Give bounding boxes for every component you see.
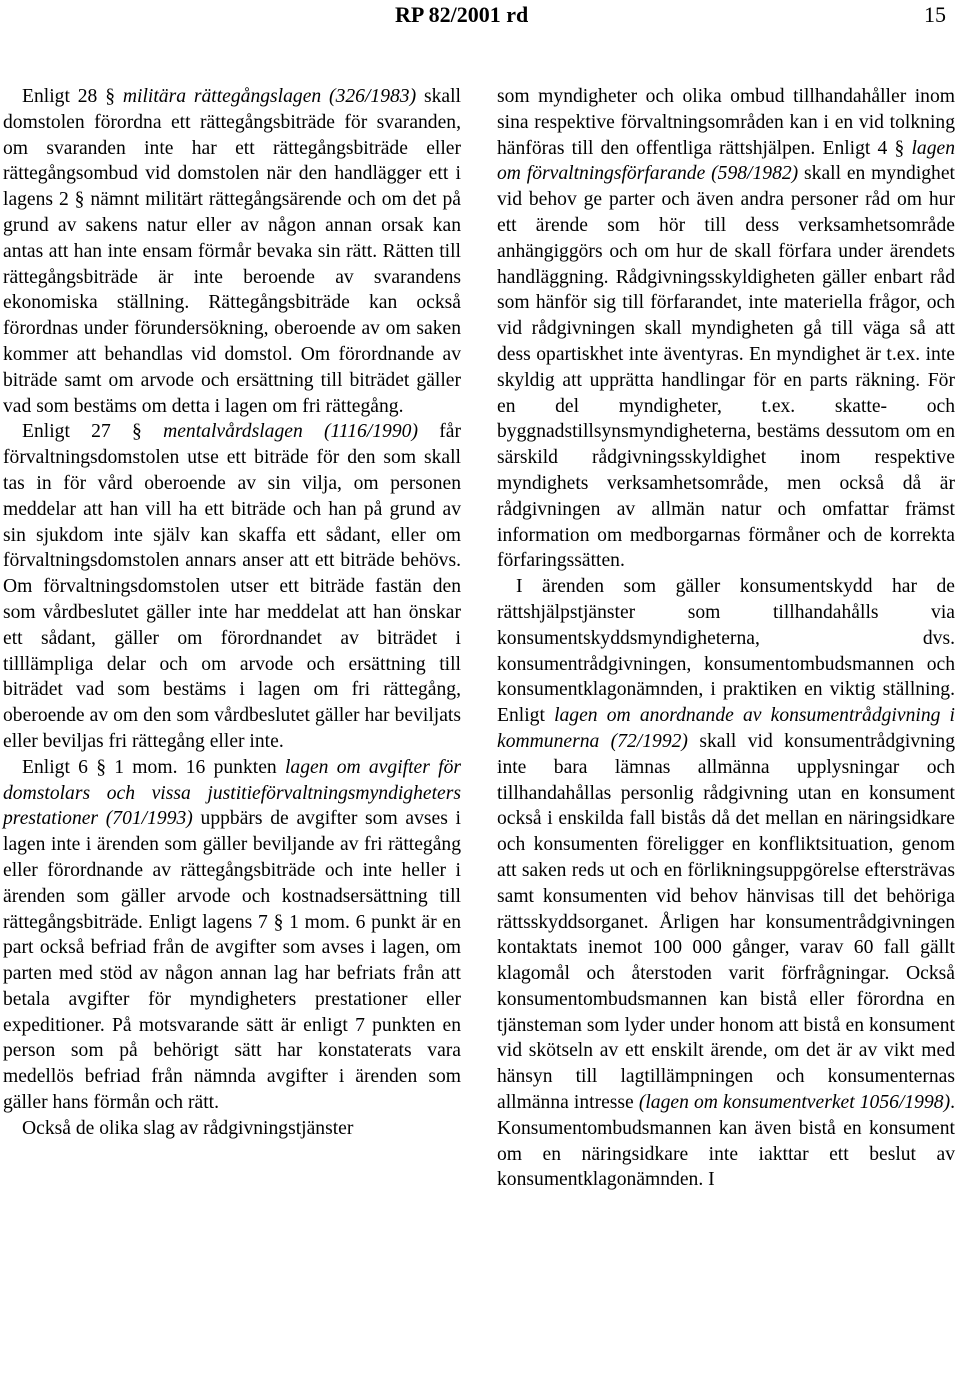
law-citation: militära rättegångslagen (326/1983) [122,86,417,107]
text-run: som myndigheter och olika ombud tillhandahåller inom sina respektive förvaltningsområden kan i en vid tolkning hänföras till den offentliga rättshjälpen. Enligt 4 § [497,86,955,159]
text-run: skall domstolen förordna ett rättegångsbiträde för svaranden, om svaranden inte har ett rättegångsbiträde eller rättegångsombud vid domstolen när den handlägger ett i lagens 2 § nämnt militärt rättegångsärende och om det på grund av sakens natur eller av någon annan orsak kan antas att han inte ensam förmår bevaka sin rätt. Rätten till rättegångsbiträde är inte beroende av svarandens ekonomiska ställning. Rättegångsbiträde kan också förordnas under förundersökning, oberoende av om saken kommer att behandlas vid domstol. Om förordnande av biträde samt om arvode och ersättning till biträdet gäller vad som bestäms om detta i lagen om fri rättegång. [3,86,462,417]
text-run: Också de olika slag av rådgivningstjänster [22,1117,354,1139]
law-citation: (lagen om konsumentverket 1056/1998) [638,1092,951,1114]
paragraph [3,755,461,1116]
law-citation: mentalvårdslagen (1116/1990) [163,421,418,443]
paragraph [3,419,461,754]
text-run: Enligt 28 § [22,86,123,107]
paragraph [3,1116,461,1142]
law-citation: lagen om anordnande av konsumentrådgivning i kommunerna (72/1992) [497,705,956,752]
text-run: I ärenden som gäller konsumentskydd har de rättshjälpstjänster som tillhandahålls via konsumentskyddsmyndigheterna, dvs. konsumentrådgivningen, konsumentombudsmannen och konsumentklagonämnden, i praktiken en viktig ställning. Enligt [497,576,955,727]
text-run: får förvaltningsdomstolen utse ett biträde för den som skall tas in för vård oberoende av sin vilja, om personen meddelar att han vill ha ett biträde och han på grund av sin sjukdom inte själv kan skaffa ett sådant, eller om förvaltningsdomstolen annars anser att ett biträde behövs. Om förvaltningsdomstolen utser ett biträde fastän den som vårdbeslutet gäller inte har meddelat att han önskar ett sådant, gäller om förordnandet av biträdet i tilllämpliga delar och om arvode och ersättning till biträdet vad som bestäms i lagen om fri rättegång, oberoende av om den som vårdbeslutet gäller har beviljats eller beviljas fri rättegång eller inte. [3,421,461,752]
paragraph [3,84,461,419]
right-text-column [497,84,955,1193]
text-run: . Konsumentombudsmannen kan även bistå en konsument om en näringsidkare inte iakttar ett beslut av konsumentklagonämnden. I [497,1092,955,1191]
law-citation: lagen om avgifter för domstolars och vissa justitieförvaltningsmyndigheters prestationer (701/1993) [3,756,461,830]
text-run: uppbärs de avgifter som avses i lagen inte i ärenden som gäller beviljande av fri rättegång eller förordnande av rättegångsbiträde och inte heller i ärenden som gäller arvode och kostnadsersättning till rättegångsbiträde. Enligt lagens 7 § 1 mom. 6 punkt är en part också befriad från de avgifter som avses i lagen, om parten med stöd av någon annan lag har befriats från att betala avgifter för myndigheters prestationer eller expeditioner. På motsvarande sätt är enligt 7 punkten en person som på behörigt sätt har konstaterats vara medellös befriad från nämnda avgifter i ärenden som gäller hans förmån och rätt. [3,808,461,1114]
paragraph [497,84,955,574]
text-run: skall en myndighet vid behov ge parter och även andra personer råd om hur ett ärende som hör till dess verksamhetsområde anhängiggörs och om hur de skall förfara under ärendets handläggning. Rådgivningsskyldigheten gäller enbart råd som hänför sig till förfarandet, inte materiella frågor, och vid rådgivningen skall myndigheten gå till väga så att dess opartiskhet inte äventyras. En myndighet är t.ex. inte skyldig att upprätta handlingar för en parts räkning. För en del myndigheter, t.ex. skatte- och byggnadstillsynsmyndigheterna, bestäms dessutom om en särskild rådgivningsskyldighet inom respektive myndighets verksamhetsområde, men också då är rådgivningen av allmän natur och omfattar främst information om medborgarnas förmåner och de korrekta förfaringssätten. [497,163,955,572]
text-run: skall vid konsumentrådgivning inte bara lämnas allmänna upplysningar och tillhandahållas personlig rådgivning utan en konsument också i enskilda fall bistås då det mellan en näringsidkare och konsumenten föreligger en konfliktsituation, genom att saken reds ut och en förlikningsuppgörelse eftersträvas samt konsumenten vid behov hänvisas till det behöriga rättsskyddsorganet. Årligen har konsumentrådgivningen kontaktats inemot 100 000 gånger, varav 60 fall gällt klagomål och återstoden varit förfrågningar. Också konsumentombudsmannen kan bistå eller förordna en tjänsteman som lyder under honom att bistå en konsument vid skötseln av ett enskilt ärende, om det är av vikt med hänsyn till lagtillämpningen och konsumenternas allmänna intresse [497,730,955,1114]
text-run: Enligt 27 § [22,421,164,443]
left-text-column [3,84,461,1142]
page-number: 15 [924,2,946,27]
law-citation: lagen om förvaltningsförfarande (598/1982) [497,137,955,185]
text-run: Enligt 6 § 1 mom. 16 punkten [22,756,285,778]
paragraph [497,574,955,1193]
running-header-title: RP 82/2001 rd [395,2,529,27]
